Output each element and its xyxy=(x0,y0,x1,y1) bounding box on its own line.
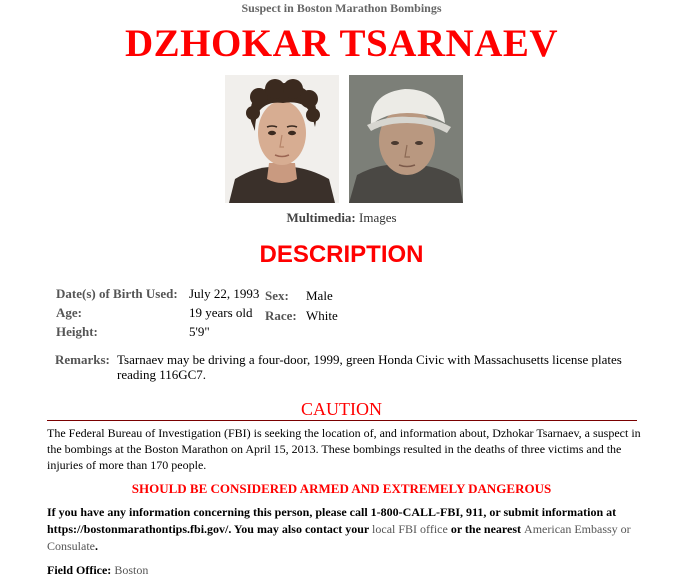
caution-text: The Federal Bureau of Investigation (FBI) is seeking the location of, and information about, Dzhokar Tsarnaev, a suspect in the bombings at the Boston Marathon on April 15, 2013. These bombings resulted in the deaths of three victims and the injuries of more than 170 people. xyxy=(47,426,641,472)
suspect-name: DZHOKAR TSARNAEV xyxy=(124,22,559,65)
remarks-value: Tsarnaev may be driving a four-door, 1999, green Honda Civic with Massachusetts license plates reading 116GC7. xyxy=(117,352,622,382)
sex-label: Sex: xyxy=(265,288,289,303)
caution-divider xyxy=(47,420,637,421)
contact-text-part-4: . xyxy=(95,539,98,553)
contact-text-part-2: . You may also contact your xyxy=(228,522,373,536)
multimedia-line xyxy=(0,210,683,226)
age-value: 19 years old xyxy=(189,305,253,320)
dob-value: July 22, 1993 xyxy=(189,286,260,301)
multimedia-label: Multimedia: xyxy=(286,210,356,225)
american-embassy-link[interactable]: American Embassy or Consulate xyxy=(47,522,631,553)
height-label: Height: xyxy=(56,324,98,339)
field-office-link[interactable]: Boston xyxy=(114,563,149,577)
portrait-photo-icon[interactable] xyxy=(225,75,339,203)
field-office-label: Field Office: xyxy=(47,563,112,577)
local-fbi-office-link[interactable]: local FBI office xyxy=(372,522,448,536)
description-heading: DESCRIPTION xyxy=(259,241,424,268)
dob-label: Date(s) of Birth Used: xyxy=(56,286,178,301)
multimedia-images-link[interactable]: Images xyxy=(359,210,397,225)
tips-url-link[interactable]: https://bostonmarathontips.fbi.gov/ xyxy=(47,522,229,536)
contact-text-part-3: or the nearest xyxy=(447,522,525,536)
surveillance-photo-icon[interactable] xyxy=(349,75,463,203)
age-label: Age: xyxy=(56,305,82,320)
caution-heading: CAUTION xyxy=(301,399,382,419)
page-subtitle: Suspect in Boston Marathon Bombings xyxy=(241,1,442,15)
race-value: White xyxy=(306,308,338,323)
armed-dangerous-warning: SHOULD BE CONSIDERED ARMED AND EXTREMELY DANGEROUS xyxy=(131,481,552,496)
height-value: 5'9" xyxy=(189,324,210,339)
sex-value: Male xyxy=(306,288,333,303)
remarks-label: Remarks: xyxy=(55,352,110,367)
field-office-line xyxy=(47,562,148,578)
contact-text-part-1: If you have any information concerning this person, please call 1-800-CALL-FBI, 911, or submit information at xyxy=(47,505,617,519)
contact-text xyxy=(47,504,641,555)
race-label: Race: xyxy=(265,308,297,323)
